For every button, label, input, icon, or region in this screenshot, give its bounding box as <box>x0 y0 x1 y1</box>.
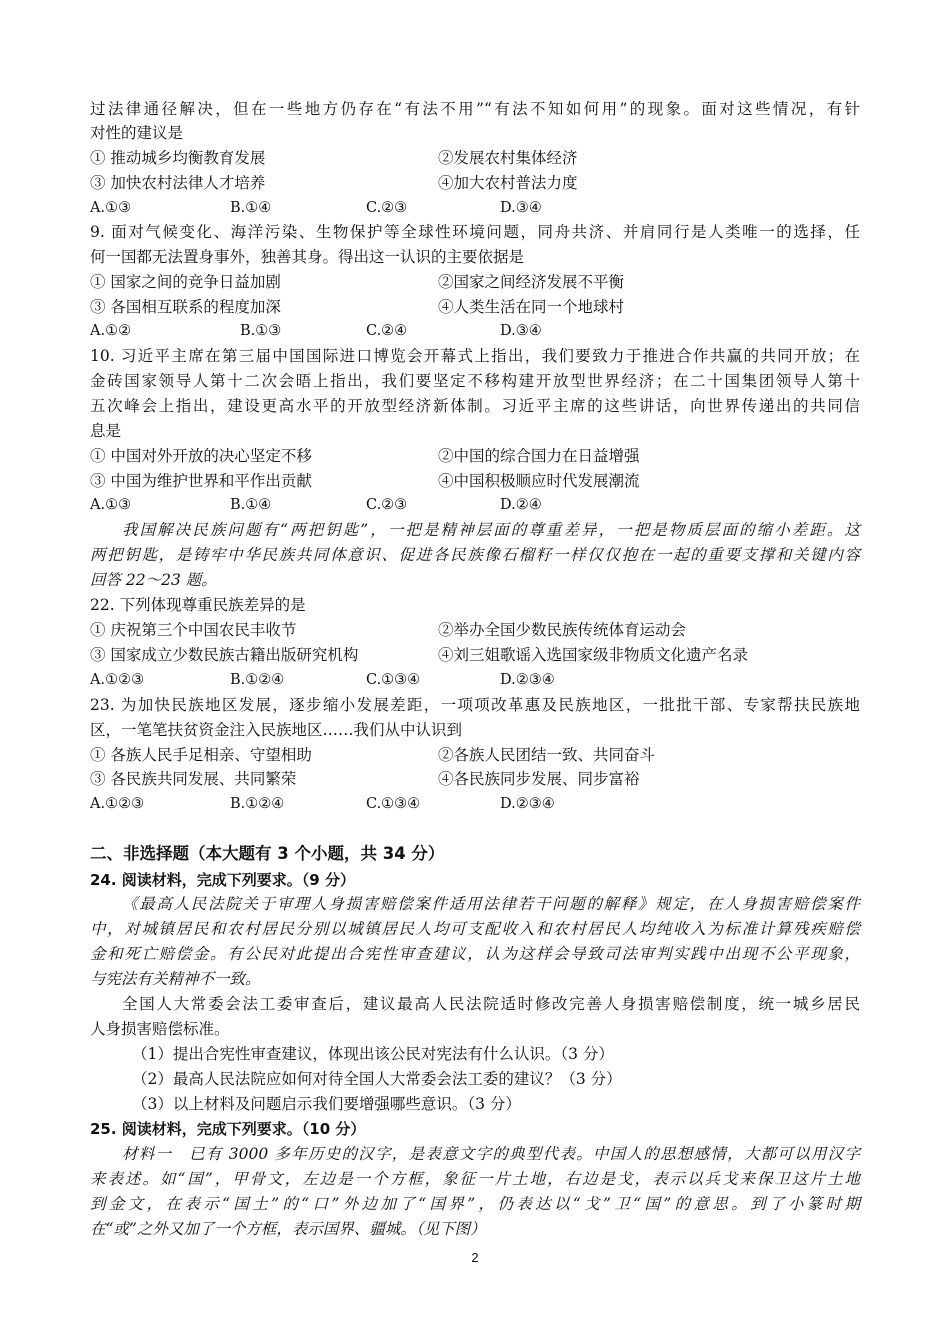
q10-option-3: ③ 中国为维护世界和平作出贡献 <box>90 472 312 490</box>
q10-option-2: ②中国的综合国力在日益增强 <box>438 447 640 465</box>
q22-options-row1 <box>90 619 687 641</box>
q23-choice-b: B.①②④ <box>230 796 285 812</box>
q25-material-line4: 在“或”之外又加了一个方框，表示国界、疆城。（见下图） <box>90 1220 486 1238</box>
q8-choice-d: D.③④ <box>500 200 542 216</box>
q22-choice-b: B.①②④ <box>230 672 285 688</box>
q23-option-3: ③ 各民族共同发展、共同繁荣 <box>90 770 297 788</box>
q22-stem: 22. 下列体现尊重民族差异的是 <box>90 596 306 614</box>
q24-material-p1-line4: 与宪法有关精神不一致。 <box>90 970 261 988</box>
q9-stem-line1: 9. 面对气候变化、海洋污染、生物保护等全球性环境问题，同舟共济、并肩同行是人类唯一的选择，任 <box>90 223 860 241</box>
q22-option-2: ②举办全国少数民族传统体育运动会 <box>438 621 687 639</box>
q8-options-row2 <box>90 172 578 194</box>
q23-option-1: ① 各族人民手足相亲、守望相助 <box>90 746 312 764</box>
q23-option-2: ②各族人民团结一致、共同奋斗 <box>438 746 656 764</box>
q24-subquestion-3: （3）以上材料及问题启示我们要增强哪些意识。（3 分） <box>132 1095 521 1113</box>
q22-choice-a: A.①②③ <box>90 672 145 688</box>
q9-choice-d: D.③④ <box>500 323 542 339</box>
q23-choice-d: D.②③④ <box>500 796 555 812</box>
q22-options-row2 <box>90 644 749 666</box>
q9-choice-c: C.②④ <box>366 323 408 339</box>
q9-option-3: ③ 各国相互联系的程度加深 <box>90 298 281 316</box>
q9-choice-a: A.①② <box>90 323 132 339</box>
section-2-title: 二、非选择题（本大题有 3 个小题，共 34 分） <box>90 844 445 863</box>
page-number: 2 <box>471 1250 479 1265</box>
q9-choice-b: B.①③ <box>240 323 282 339</box>
q25-heading: 25. 阅读材料，完成下列要求。（10 分） <box>90 1120 366 1138</box>
q25-material-line1: 材料一 已有 3000 多年历史的汉字，是表意文字的典型代表。中国人的思想感情，大都可以用汉字 <box>122 1145 860 1163</box>
q8-choice-a: A.①③ <box>90 200 132 216</box>
q8-stem-line1: 过法律通径解决，但在一些地方仍存在“有法不用”“有法不知如何用”的现象。面对这些情况，有针 <box>90 100 860 118</box>
q23-options-row1 <box>90 744 656 766</box>
q24-material-p1-line2: 中，对城镇居民和农村居民分别以城镇居民人均可支配收入和农村居民人均纯收入为标准计算残疾赔偿 <box>90 920 860 938</box>
q9-option-2: ②国家之间经济发展不平衡 <box>438 273 625 291</box>
q24-subquestion-2: （2）最高人民法院应如何对待全国人大常委会法工委的建议？（3 分） <box>132 1070 622 1088</box>
q25-material-line3: 到金文，在表示“国土”的“口”外边加了“国界”，仍表达以“戈”卫“国”的意思。到了小篆时期 <box>90 1195 860 1213</box>
q25-material-line2: 来表述。如“国”，甲骨文，左边是一个方框，象征一片土地，右边是戈，表示以兵戈来保卫这片土地 <box>90 1170 860 1188</box>
material-22-23-line2: 两把钥匙，是铸牢中华民族共同体意识、促进各民族像石榴籽一样仅仅抱在一起的重要支撑和关键内容 <box>90 546 860 564</box>
q24-subquestion-1: （1）提出合宪性审查建议，体现出该公民对宪法有什么认识。（3 分） <box>132 1045 614 1063</box>
q9-stem-line2: 何一国都无法置身事外，独善其身。得出这一认识的主要依据是 <box>90 248 525 266</box>
q22-choice-d: D.②③④ <box>500 672 555 688</box>
q9-options-row1 <box>90 271 625 293</box>
q24-material-p2-line2: 人身损害赔偿标准。 <box>90 1020 230 1038</box>
q8-stem-line2: 对性的建议是 <box>90 124 184 142</box>
q8-option-1: ① 推动城乡均衡教育发展 <box>90 149 266 167</box>
q10-stem-line2: 金砖国家领导人第十二次会晤上指出，我们要坚定不移构建开放型世界经济；在二十国集团领导人第十 <box>90 372 860 390</box>
q8-option-2: ②发展农村集体经济 <box>438 149 578 167</box>
q9-options-row2 <box>90 296 625 318</box>
q22-option-4: ④刘三姐歌谣入选国家级非物质文化遗产名录 <box>438 646 749 664</box>
q10-option-4: ④中国积极顺应时代发展潮流 <box>438 472 640 490</box>
q10-choice-a: A.①③ <box>90 497 132 513</box>
q22-option-3: ③ 国家成立少数民族古籍出版研究机构 <box>90 646 359 664</box>
q24-material-p1-line3: 金和死亡赔偿金。有公民对此提出合宪性审查建议，认为这样会导致司法审判实践中出现不公平现象， <box>90 945 860 963</box>
q23-choice-a: A.①②③ <box>90 796 145 812</box>
q24-heading: 24. 阅读材料，完成下列要求。（9 分） <box>90 871 355 889</box>
q23-stem-line2: 区，一笔笔扶贫资金注入民族地区……我们从中认识到 <box>90 721 463 739</box>
q10-options-row1 <box>90 445 640 467</box>
q10-choice-d: D.②④ <box>500 497 542 513</box>
q8-options-row1 <box>90 147 578 169</box>
material-22-23-line1: 我国解决民族问题有“两把钥匙”，一把是精神层面的尊重差异，一把是物质层面的缩小差距。这 <box>122 521 860 539</box>
q8-option-3: ③ 加快农村法律人才培养 <box>90 174 266 192</box>
q10-options-row2 <box>90 470 640 492</box>
material-22-23-line3: 回答 22～23 题。 <box>90 571 217 589</box>
q9-option-1: ① 国家之间的竞争日益加剧 <box>90 273 281 291</box>
q23-choice-c: C.①③④ <box>366 796 421 812</box>
q23-stem-line1: 23. 为加快民族地区发展，逐步缩小发展差距，一项项改革惠及民族地区，一批批干部、专家帮扶民族地 <box>90 696 860 714</box>
q22-choice-c: C.①③④ <box>366 672 421 688</box>
q23-options-row2 <box>90 768 640 790</box>
q10-stem-line3: 五次峰会上指出，建设更高水平的开放型经济新体制。习近平主席的这些讲话，向世界传递出的共同信 <box>90 397 860 415</box>
q10-option-1: ① 中国对外开放的决心坚定不移 <box>90 447 312 465</box>
q8-choice-b: B.①④ <box>230 200 272 216</box>
q9-option-4: ④人类生活在同一个地球村 <box>438 298 625 316</box>
q24-material-p1-line1: 《最高人民法院关于审理人身损害赔偿案件适用法律若干问题的解释》规定，在人身损害赔偿案件 <box>122 895 860 913</box>
q23-option-4: ④各民族同步发展、同步富裕 <box>438 770 640 788</box>
q10-choice-c: C.②③ <box>366 497 408 513</box>
q10-stem-line1: 10. 习近平主席在第三届中国国际进口博览会开幕式上指出，我们要致力于推进合作共赢的共同开放；在 <box>90 347 860 365</box>
q10-choice-b: B.①④ <box>230 497 272 513</box>
q24-material-p2-line1: 全国人大常委会法工委审查后，建议最高人民法院适时修改完善人身损害赔偿制度，统一城乡居民 <box>122 995 860 1013</box>
q8-choice-c: C.②③ <box>366 200 408 216</box>
q10-stem-line4: 息是 <box>90 422 122 440</box>
q22-option-1: ① 庆祝第三个中国农民丰收节 <box>90 621 297 639</box>
q8-option-4: ④加大农村普法力度 <box>438 174 578 192</box>
